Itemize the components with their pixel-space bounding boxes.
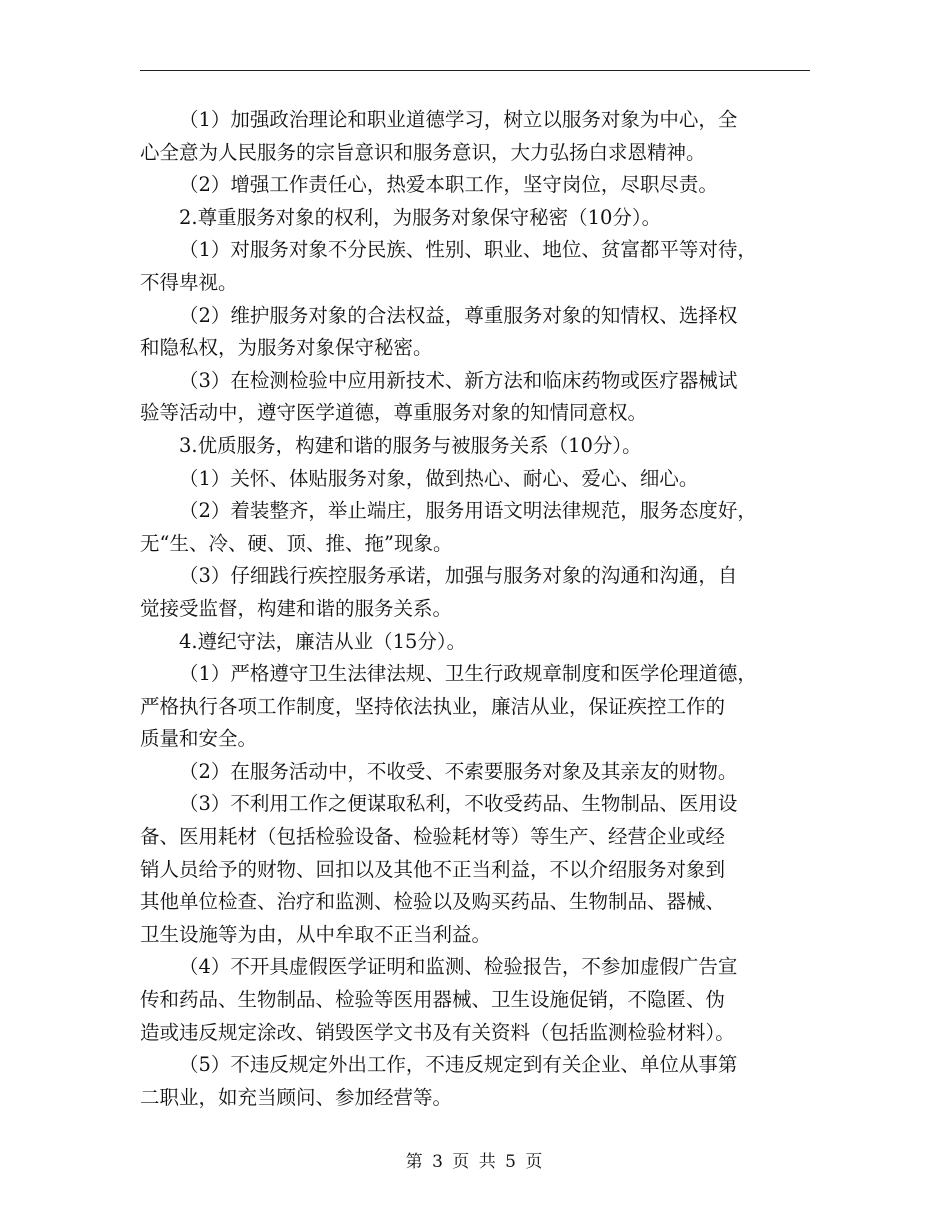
text-line: 验等活动中，遵守医学道德，尊重服务对象的知情同意权。: [140, 401, 648, 425]
text-line: 备、医用耗材（包括检验设备、检验耗材等）等生产、经营企业或经: [140, 825, 726, 849]
page-number-footer: 第 3 页 共 5 页: [405, 1152, 545, 1172]
text-line: （1）严格遵守卫生法律法规、卫生行政规章制度和医学伦理道德，: [179, 662, 757, 686]
paragraph-1: [140, 104, 810, 169]
text-line: （3）仔细践行疾控服务承诺，加强与服务对象的沟通和沟通，自: [179, 564, 738, 588]
paragraph-3: [140, 234, 810, 299]
text-line: 3.优质服务，构建和谐的服务与被服务关系（10分）。: [179, 433, 642, 457]
text-line: 其他单位检查、治疗和监测、检验以及购买药品、生物制品、器械、: [140, 890, 726, 914]
text-line: （3）在检测检验中应用新技术、新方法和临床药物或医疗器械试: [179, 368, 738, 392]
text-line: 造或违反规定涂改、销毁医学文书及有关资料（包括监测检验材料）。: [140, 1020, 735, 1044]
text-line: 觉接受监督，构建和谐的服务关系。: [140, 596, 453, 620]
paragraph-11: [140, 788, 810, 951]
paragraph-6: [140, 463, 810, 496]
text-line: （1）加强政治理论和职业道德学习，树立以服务对象为中心，全: [179, 108, 738, 131]
text-line: （4）不开具虚假医学证明和监测、检验报告，不参加虚假广告宣: [179, 955, 738, 979]
text-line: 传和药品、生物制品、检验等医用器械、卫生设施促销，不隐匿、伪: [140, 988, 726, 1012]
paragraph-5: [140, 365, 810, 430]
text-line: 二职业，如充当顾问、参加经营等。: [140, 1085, 453, 1109]
text-line: （3）不利用工作之便谋取私利，不收受药品、生物制品、医用设: [179, 792, 738, 816]
text-line: （1）对服务对象不分民族、性别、职业、地位、贫富都平等对待，: [179, 238, 757, 262]
text-line: 严格执行各项工作制度，坚持依法执业，廉洁从业，保证疾控工作的: [140, 694, 726, 718]
section-heading-2: [140, 202, 810, 235]
text-line: 心全意为人民服务的宗旨意识和服务意识，大力弘扬白求恩精神。: [140, 140, 706, 164]
text-line: 4.遵纪守法，廉洁从业（15分）。: [179, 629, 467, 653]
paragraph-7: [140, 495, 810, 560]
text-line: （1）关怀、体贴服务对象，做到热心、耐心、爱心、细心。: [179, 466, 699, 490]
paragraph-2: [140, 169, 810, 202]
section-heading-3: [140, 430, 810, 463]
text-line: 销人员给予的财物、回扣以及其他不正当利益，不以介绍服务对象到: [140, 857, 726, 881]
text-line: 和隐私权，为服务对象保守秘密。: [140, 336, 433, 360]
text-line: 2.尊重服务对象的权利，为服务对象保守秘密（10分）。: [179, 205, 662, 229]
paragraph-13: [140, 1049, 810, 1114]
document-body: [140, 104, 810, 1114]
paragraph-4: [140, 300, 810, 365]
text-line: 无“生、冷、硬、顶、推、拖”现象。: [140, 531, 453, 555]
text-line: （5）不违反规定外出工作，不违反规定到有关企业、单位从事第: [179, 1053, 738, 1077]
text-line: 不得卑视。: [140, 270, 238, 294]
paragraph-8: [140, 560, 810, 625]
text-line: （2）在服务活动中，不收受、不索要服务对象及其亲友的财物。: [179, 759, 738, 783]
text-line: （2）着装整齐，举止端庄，服务用语文明法律规范，服务态度好，: [179, 499, 757, 523]
text-line: 卫生设施等为由，从中牟取不正当利益。: [140, 922, 492, 946]
paragraph-9: [140, 658, 810, 756]
paragraph-10: [140, 756, 810, 789]
header-rule: [140, 70, 810, 71]
text-line: （2）增强工作责任心，热爱本职工作，坚守岗位，尽职尽责。: [179, 173, 718, 197]
text-line: 质量和安全。: [140, 727, 258, 751]
section-heading-4: [140, 626, 810, 659]
text-line: （2）维护服务对象的合法权益，尊重服务对象的知情权、选择权: [179, 303, 738, 327]
paragraph-12: [140, 951, 810, 1049]
